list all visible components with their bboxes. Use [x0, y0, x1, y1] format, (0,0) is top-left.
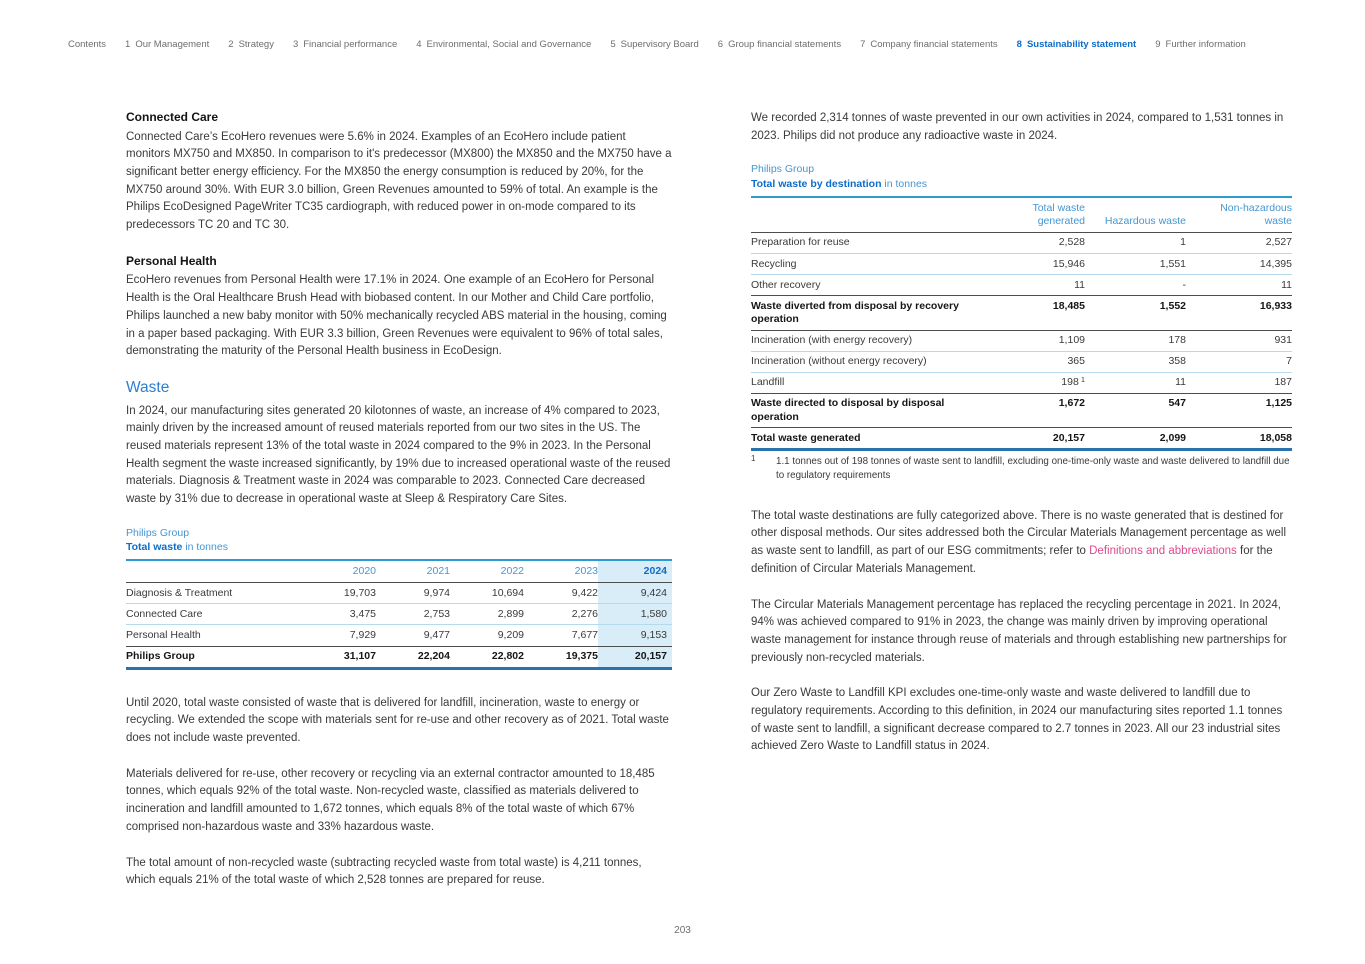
table-row: [126, 604, 672, 625]
body-paragraph-2: Materials delivered for re-use, other recovery or recycling via an external contractor amounted to 18,485 tonnes, which equals 92% of the total waste. Non-recycled waste, classified as materials delivered to incineration and landfill amounted to 1,672 tonnes, which equals 8% of the total waste of which 67% comprised non-hazardous waste and 33% hazardous waste.: [126, 767, 655, 833]
row-label: Total waste generated: [751, 431, 861, 444]
cell-value: 9,424: [598, 583, 672, 604]
cell-value: 2,276: [571, 607, 598, 620]
row-label: Philips Group: [126, 650, 195, 663]
footnote-text: 1.1 tonnes out of 198 tonnes of waste sent to landfill, excluding one-time-only waste and waste delivered to landfill due to regulatory requirements: [776, 456, 1290, 482]
right-column: [751, 110, 1292, 774]
table-total-row: [751, 428, 1292, 450]
cell-value: 7,929: [349, 628, 376, 641]
table-header-row: [126, 561, 672, 583]
nav-item-number: 4: [416, 39, 422, 50]
row-label: Incineration (without energy recovery): [751, 355, 927, 368]
row-label: Personal Health: [126, 628, 201, 641]
nav-item-number: 1: [125, 39, 131, 50]
cell-value: 7: [1286, 355, 1292, 368]
cell-value: 198 $^1$: [1061, 375, 1085, 389]
cell-value: 178: [1168, 334, 1186, 347]
year-header-2024: 2024: [598, 561, 672, 583]
nav-item-number: 8: [1016, 39, 1022, 50]
table-total-row: [126, 646, 672, 668]
cell-value: 9,477: [423, 628, 450, 641]
cell-value: 16,933: [1259, 299, 1292, 312]
row-label: Waste diverted from disposal by recovery operation: [751, 299, 959, 325]
column-header-total-waste-generated: Total waste generated: [1032, 201, 1085, 227]
nav-item-financial-performance[interactable]: [293, 39, 397, 50]
nav-item-number: 2: [228, 39, 234, 50]
cell-value: 18,485: [1052, 299, 1085, 312]
cell-value: 19,703: [343, 586, 376, 599]
cell-value: 3,475: [349, 607, 376, 620]
waste-by-destination-table: [751, 198, 1292, 452]
row-label: Other recovery: [751, 278, 821, 291]
year-header-2023: 2023: [574, 565, 598, 578]
header-cell-empty: [126, 561, 302, 583]
nav-item-environmental-social-and-governance[interactable]: [416, 39, 591, 50]
cell-value: 22,802: [491, 650, 524, 663]
table-footnote: [751, 455, 1292, 482]
nav-item-label: Company financial statements: [870, 39, 998, 50]
nav-item-number: 3: [292, 39, 299, 50]
table-row: [751, 330, 1292, 351]
nav-item-label: Contents: [68, 39, 107, 50]
nav-item-label: Supervisory Board: [620, 39, 699, 50]
nav-item-further-information[interactable]: [1155, 39, 1246, 50]
nav-item-number: 9: [1155, 39, 1161, 50]
table-title-unit: in tonnes: [182, 541, 228, 554]
cell-value: 2,753: [423, 607, 450, 620]
cell-value: 1,672: [1058, 397, 1085, 410]
left-column: [126, 110, 672, 908]
table-title: [126, 541, 672, 555]
table-title-bold: Total waste by destination: [751, 178, 882, 191]
cell-value: 2,528: [1058, 236, 1085, 249]
cell-value: 9,974: [423, 586, 450, 599]
year-header-2021: 2021: [426, 565, 450, 578]
column-header-non-hazardous-waste: Non-hazardous waste: [1220, 201, 1292, 227]
cell-value: 547: [1168, 397, 1186, 410]
body-paragraph-1: Until 2020, total waste consisted of waste that is delivered for landfill, incineration, waste to energy or recycling. We extended the scope with materials sent for re-use and other recovery as of 2021. Total waste does not include waste prevented.: [126, 696, 669, 745]
header-cell-empty: [751, 198, 995, 233]
cell-value: 11: [1281, 278, 1292, 291]
nav-item-label: Financial performance: [303, 39, 398, 50]
table-group-label: Philips Group: [751, 163, 815, 176]
cell-value: 1,125: [1265, 397, 1292, 410]
right-paragraphs: [751, 508, 1292, 756]
nav-item-group-financial-statements[interactable]: [718, 39, 841, 50]
table-row: [126, 583, 672, 604]
section-heading-connected-care: Connected Care: [126, 110, 219, 124]
row-label: Incineration (with energy recovery): [751, 334, 913, 347]
nav-item-strategy[interactable]: [228, 39, 274, 50]
cell-value: 931: [1274, 334, 1292, 347]
nav-item-sustainability-statement[interactable]: [1017, 39, 1137, 50]
cell-value: 11: [1074, 278, 1085, 291]
cell-value: 22,204: [417, 650, 450, 663]
cell-value: 11: [1175, 376, 1186, 389]
table-subtotal-row: [751, 393, 1292, 427]
cell-value: 1,580: [598, 604, 672, 625]
nav-item-label: Sustainability statement: [1026, 39, 1137, 50]
table-row: [751, 351, 1292, 372]
nav-item-label: Our Management: [135, 39, 210, 50]
row-label: Preparation for reuse: [751, 236, 850, 249]
cell-value: 1: [1180, 236, 1186, 249]
cell-value: 187: [1274, 376, 1292, 389]
table-row: [751, 232, 1292, 253]
nav-item-number: 5: [610, 39, 616, 50]
cell-value: 9,153: [598, 625, 672, 646]
cell-value: 15,946: [1052, 257, 1085, 270]
cell-value: 20,157: [1052, 431, 1085, 444]
column-header-hazardous-waste: Hazardous waste: [1104, 214, 1186, 227]
total-waste-table-block: [126, 527, 672, 670]
cell-value: 1,552: [1159, 299, 1186, 312]
page-number: 203: [674, 925, 691, 936]
cell-value: 2,899: [497, 607, 524, 620]
nav-item-number: 7: [860, 39, 866, 50]
table-title: [751, 178, 1292, 192]
nav-item-number: 6: [717, 39, 724, 50]
table-head: [751, 198, 1292, 233]
total-waste-table: [126, 561, 672, 670]
cell-value: 9,422: [571, 586, 598, 599]
personal-health-paragraph: EcoHero revenues from Personal Health were 17.1% in 2024. One example of an EcoHero for Personal Health is the Oral Healthcare Brush Head with biobased content. In our Mother and Child Care portfolio, Philips launched a new baby monitor with 50% mechanically recycled ABS material in the housing, coming in a paper based packaging. With EUR 3.3 billion, Green Revenues were equivalent to 96% of total sales, demonstrating the maturity of the Personal Health business in EcoDesign.: [126, 274, 667, 358]
nav-item-label: Environmental, Social and Governance: [426, 39, 592, 50]
waste-by-destination-table-block: [751, 163, 1292, 482]
year-header-2022: 2022: [500, 565, 524, 578]
body-paragraph-2: The Circular Materials Management percentage has replaced the recycling percentage in 2021. In 2024, 94% was achieved compared to 91% in 2023, the change was mainly driven by improving operational waste management for instance through reuse of materials and through establishing new partnerships for previously non-recycled materials.: [751, 598, 1287, 664]
cell-value: 1,551: [1159, 257, 1186, 270]
cell-value: 31,107: [343, 650, 376, 663]
left-paragraphs: [126, 695, 672, 890]
table-title-bold: Total waste: [126, 541, 183, 554]
table-header-row: [751, 198, 1292, 233]
cell-value: 1,109: [1058, 334, 1085, 347]
cell-value: 365: [1067, 355, 1085, 368]
table-subtotal-row: [751, 296, 1292, 330]
table-row: [751, 275, 1292, 296]
nav-item-company-financial-statements[interactable]: [860, 39, 998, 50]
nav-item-label: Strategy: [238, 39, 274, 50]
row-label: Landfill: [751, 376, 785, 389]
cell-value: -: [1182, 278, 1186, 291]
table-head: [126, 561, 672, 583]
cell-value: 20,157: [598, 646, 672, 668]
footnote-reference: 1: [1080, 375, 1085, 385]
row-label: Diagnosis & Treatment: [126, 586, 233, 599]
cell-value: 2,527: [1265, 236, 1292, 249]
body-paragraph-1: The total waste destinations are fully categorized above. There is no waste generated that is destined for other disposal methods. Our sites addressed both the Circular Materials Management percentage as well as waste sent to landfill, as part of our ESG commitments; refer to Definitions and abbreviations for the definition of Circular Materials Management.: [751, 509, 1287, 575]
table-title-unit: in tonnes: [881, 178, 928, 191]
nav-item-label: Further information: [1165, 39, 1246, 50]
table-body: [751, 232, 1292, 449]
body-paragraph-3: Our Zero Waste to Landfill KPI excludes one-time-only waste and waste delivered to landfill due to regulatory requirements. According to this definition, in 2024 our manufacturing sites reported 1.1 tonnes of waste sent to landfill, a significant decrease compared to 2.7 tonnes in 2023. All our 23 industrial sites achieved Zero Waste to Landfill status in 2024.: [751, 687, 1283, 753]
cell-value: 10,694: [491, 586, 524, 599]
table-row: [751, 254, 1292, 275]
table-row: [126, 625, 672, 646]
cell-value: 2,099: [1159, 431, 1186, 444]
waste-prevented-paragraph: We recorded 2,314 tonnes of waste prevented in our own activities in 2024, compared to 1,531 tonnes in 2023. Philips did not produce any radioactive waste in 2024.: [751, 112, 1284, 142]
cell-value: 14,395: [1259, 257, 1292, 270]
row-label: Waste directed to disposal by disposal operation: [751, 397, 945, 423]
body-paragraph-3: The total amount of non-recycled waste (subtracting recycled waste from total waste) is 4,211 tonnes, which equals 21% of the total waste of which 2,528 tonnes are prepared for reuse.: [126, 856, 642, 887]
waste-paragraph: In 2024, our manufacturing sites generated 20 kilotonnes of waste, an increase of 4% compared to 2023, mainly driven by the increased amount of reused materials reported from our two sites in the US. The reused materials represent 13% of the total waste in 2024 compared to the 9% in 2023. In the Personal Health segment the waste increased significantly, by 19% due to increased operational waste of the reused materials. Diagnosis & Treatment waste in 2024 was comparable to 2023. Connected Care decreased waste by 31% due to decrease in operational waste at Sleep & Respiratory Care Sites.: [126, 404, 671, 506]
nav-item-our-management[interactable]: [125, 39, 209, 50]
nav-item-label: Group financial statements: [728, 39, 842, 50]
nav-item-contents[interactable]: [68, 39, 106, 50]
connected-care-paragraph: Connected Care’s EcoHero revenues were 5.6% in 2024. Examples of an EcoHero include patient monitors MX750 and MX850. In comparison to it's predecessor (MX800) the MX850 and the MX750 have a significant better energy efficiency. For the MX850 the energy consumption is reduced by 20%, for the MX750 around 30%. With EUR 3.0 billion, Green Revenues amounted to 59% of total. An example is the Philips EcoDesigned PageWriter TC35 cardiograph, with reduced power in on-mode compared to its predecessors TC 20 and TC 30.: [126, 130, 672, 232]
cell-value: 9,209: [497, 628, 524, 641]
year-header-2020: 2020: [352, 565, 376, 578]
nav-item-supervisory-board[interactable]: [610, 39, 698, 50]
cell-value: 358: [1168, 355, 1186, 368]
table-group-label: Philips Group: [126, 526, 190, 539]
row-label: Connected Care: [126, 607, 203, 620]
top-nav: [68, 39, 1246, 50]
section-heading-personal-health: Personal Health: [126, 253, 217, 268]
definitions-link[interactable]: Definitions and abbreviations: [1089, 545, 1237, 558]
table-body: [126, 583, 672, 669]
cell-value: 18,058: [1259, 431, 1292, 444]
footnote-marker: 1: [751, 454, 756, 464]
row-label: Recycling: [751, 257, 797, 270]
cell-value: 19,375: [565, 650, 598, 663]
table-row: [751, 372, 1292, 393]
waste-heading: Waste: [126, 378, 170, 396]
cell-value: 7,677: [571, 628, 598, 641]
